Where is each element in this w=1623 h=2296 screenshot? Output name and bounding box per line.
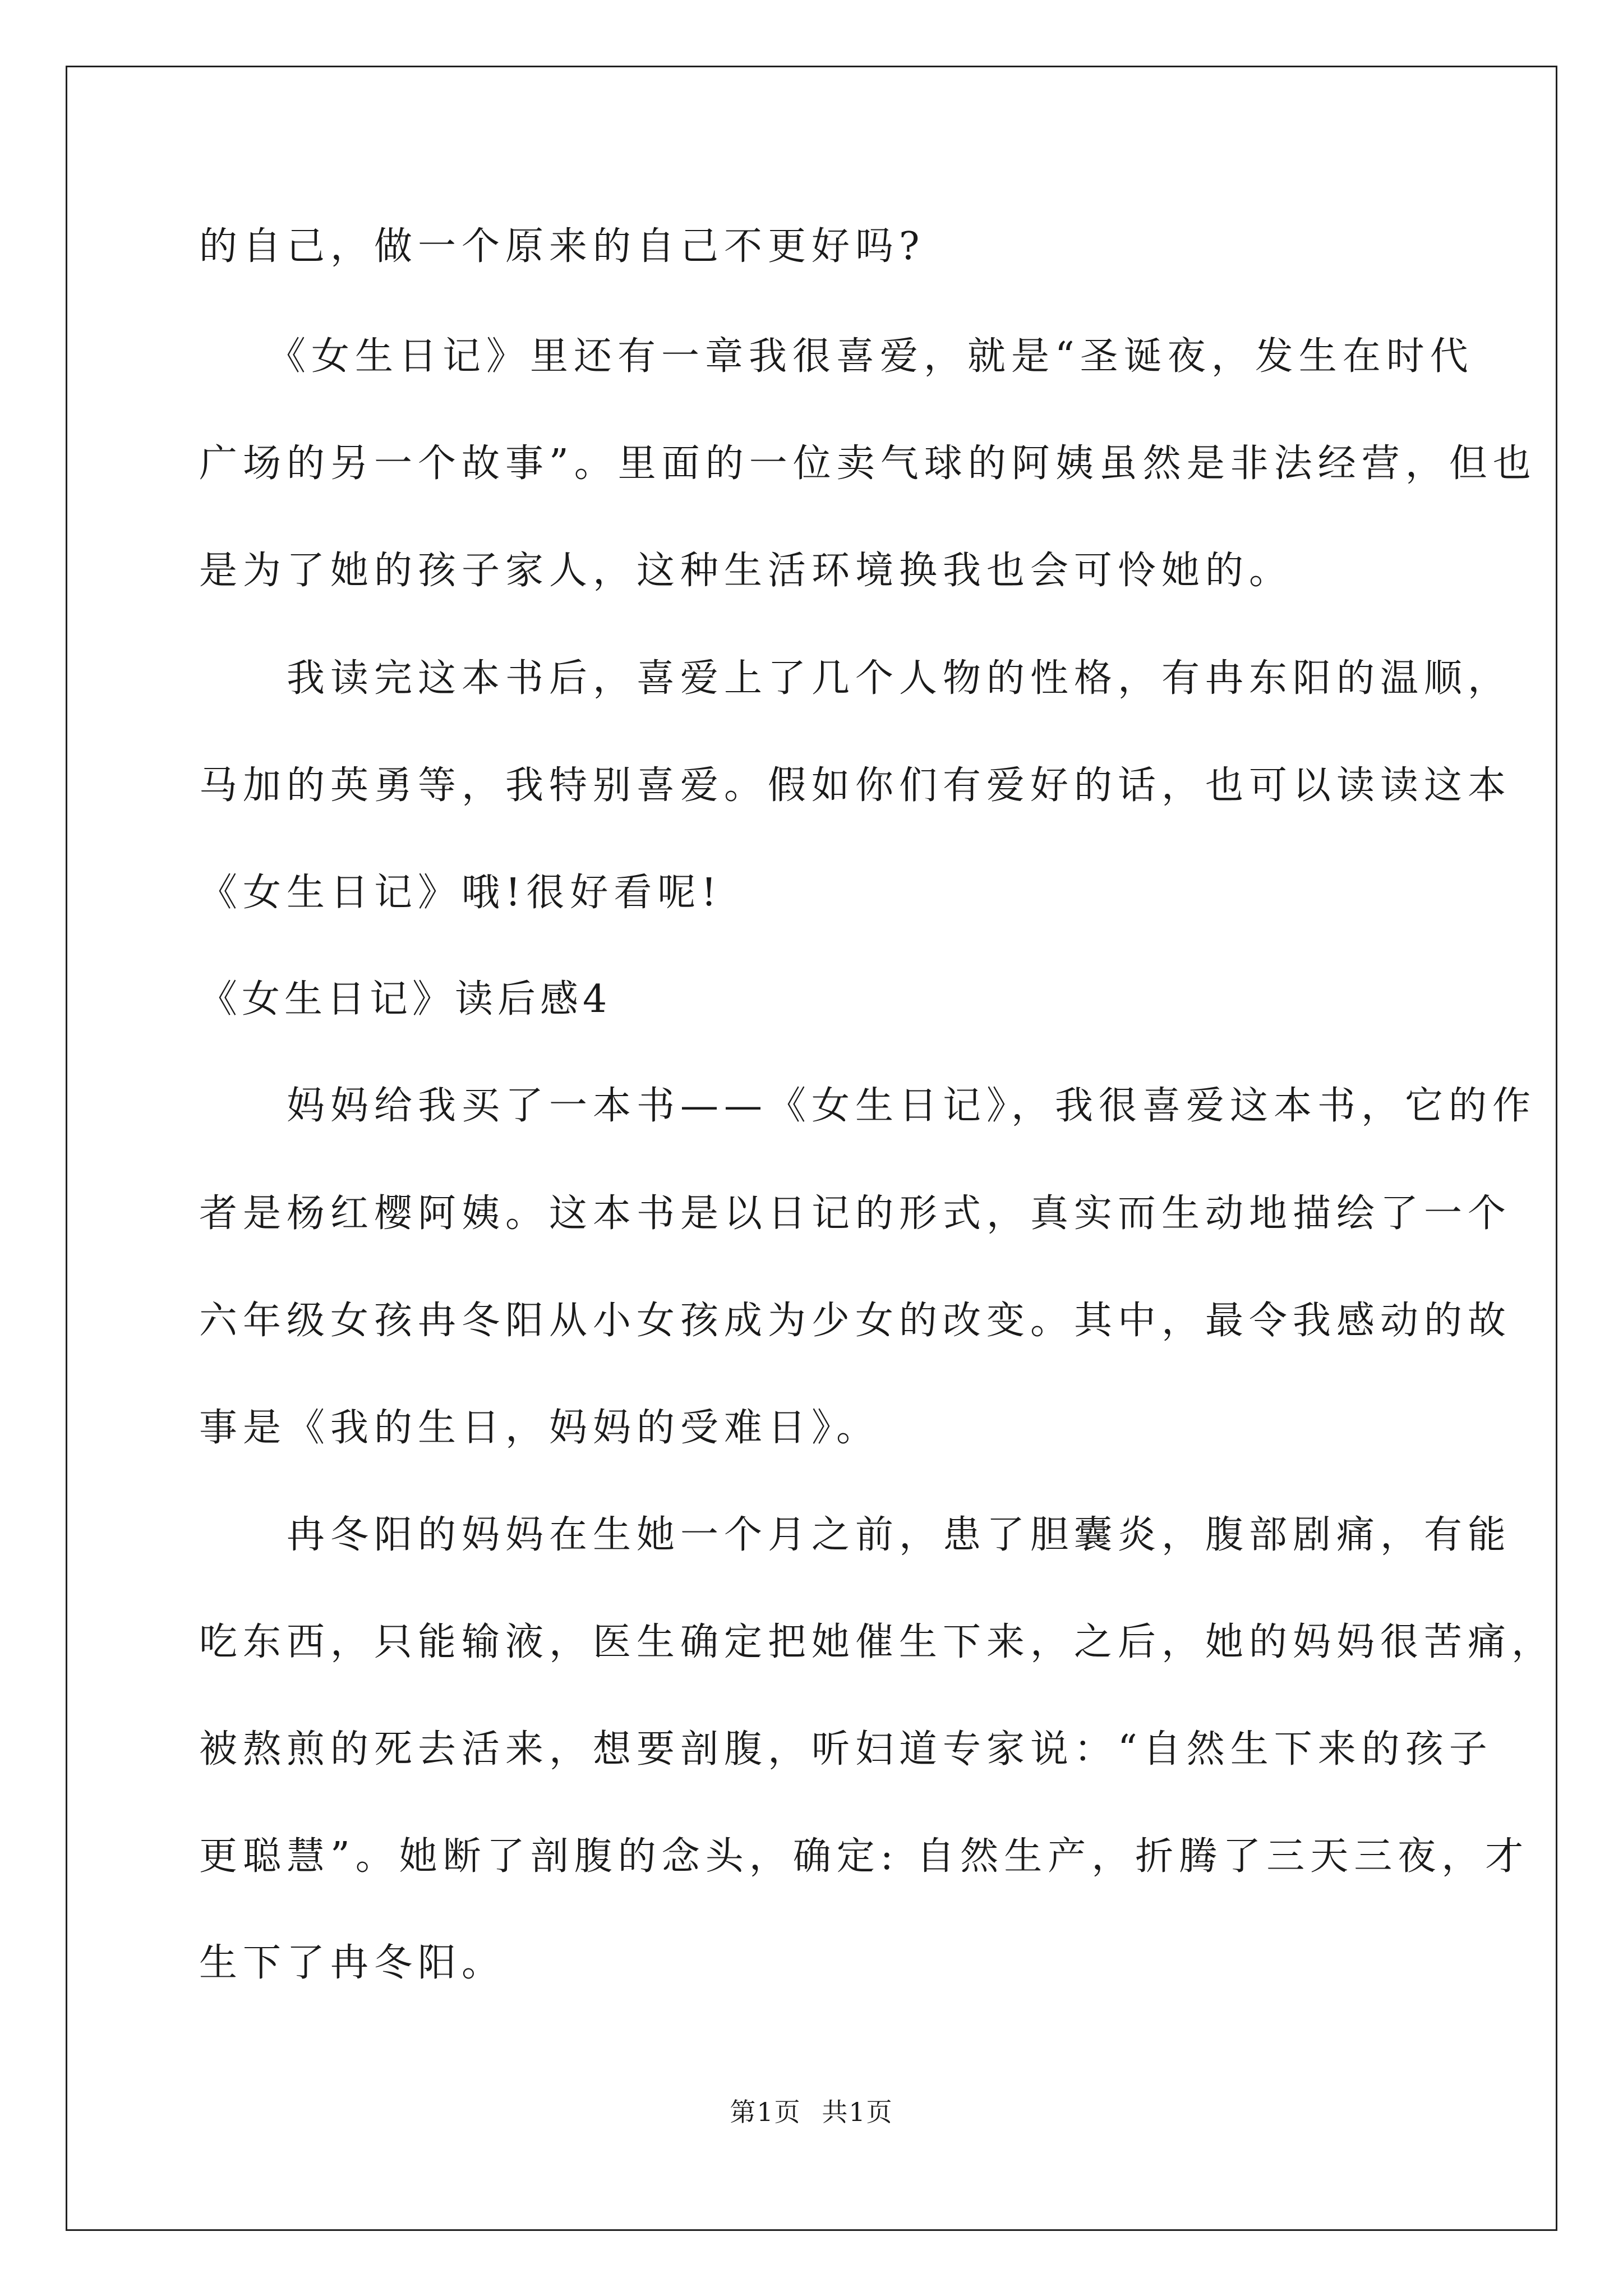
text-line: 妈妈给我买了一本书——《女生日记》，我很喜爱这本书，它的作 [199,1084,1537,1128]
text-line: 是为了她的孩子家人，这种生活环境换我也会可怜她的。 [199,549,1293,593]
text-line: 者是杨红樱阿姨。这本书是以日记的形式，真实而生动地描绘了一个 [199,1191,1512,1236]
page-number: 第1页 [730,2097,801,2127]
text-line: 更聪慧”。她断了剖腹的念头，确定: 自然生产，折腾了三天三夜，才 [199,1834,1529,1879]
text-line: 广场的另一个故事”。里面的一位卖气球的阿姨虽然是非法经营，但也 [199,441,1537,486]
text-line: 冉冬阳的妈妈在生她一个月之前，患了胆囊炎，腹部剧痛，有能 [199,1513,1512,1557]
text-line: 六年级女孩冉冬阳从小女孩成为少女的改变。其中，最令我感动的故 [199,1299,1512,1343]
text-line: 被熬煎的死去活来，想要剖腹，听妇道专家说：“自然生下来的孩子 [199,1727,1493,1772]
page-footer [0,2095,1623,2129]
text-line: 马加的英勇等，我特别喜爱。假如你们有爱好的话，也可以读读这本 [199,763,1512,808]
page-total: 共1页 [822,2097,893,2127]
text-line: 生下了冉冬阳。 [199,1941,506,1985]
section-heading: 《女生日记》读后感4 [199,977,612,1022]
text-line: 《女生日记》哦!很好看呢! [199,871,722,915]
text-line: 事是《我的生日，妈妈的受难日》。 [199,1406,880,1450]
text-line: 《女生日记》里还有一章我很喜爱，就是“圣诞夜，发生在时代 [199,334,1474,379]
text-line: 的自己，做一个原来的自己不更好吗? [199,224,925,269]
page-border [66,66,1557,2231]
text-line: 吃东西，只能输液，医生确定把她催生下来，之后，她的妈妈很苦痛， [199,1620,1556,1664]
text-line: 我读完这本书后，喜爱上了几个人物的性格，有冉东阳的温顺， [199,656,1512,701]
